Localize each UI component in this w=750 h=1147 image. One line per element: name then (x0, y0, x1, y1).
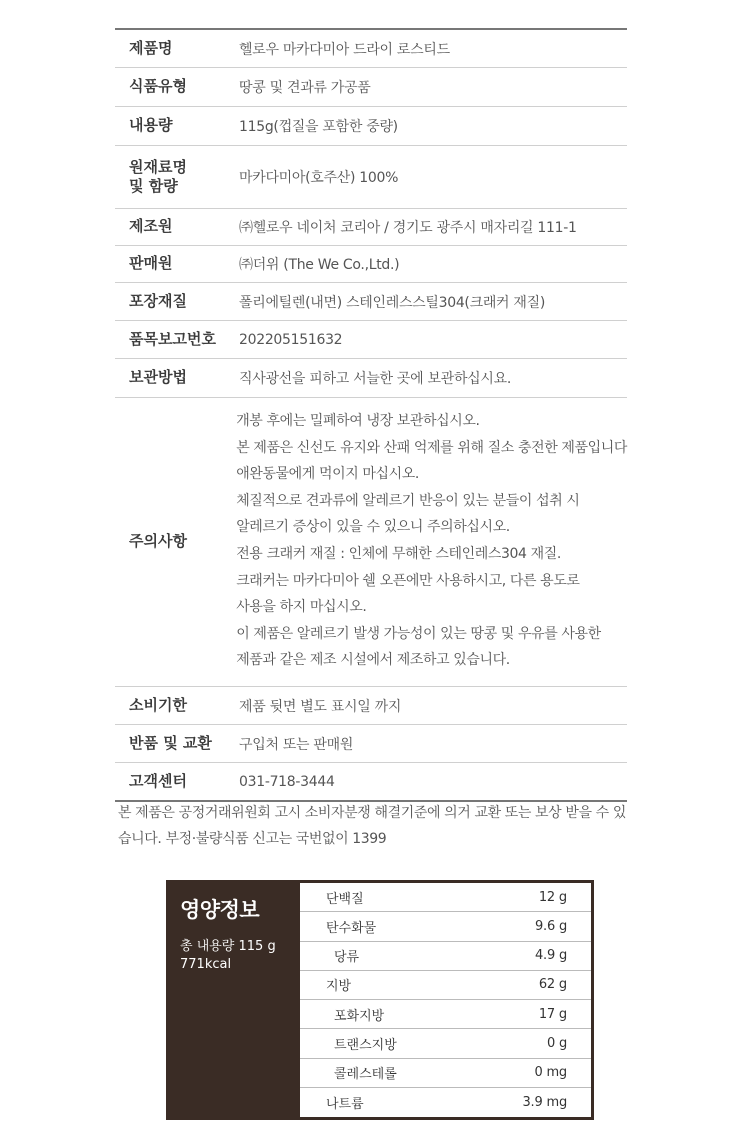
info-row-customer-center (115, 763, 627, 800)
nutrition-summary (166, 880, 300, 1120)
nutrient-name: 당류 (334, 950, 360, 966)
caution-line: 크래커는 마카다미아 쉘 오픈에만 사용하시고, 다른 용도로 (236, 572, 580, 589)
nutrition-row-sodium (300, 1088, 591, 1117)
info-row-expiry (115, 687, 627, 725)
info-value: 폴리에틸렌(내면) 스테인레스스틸304(크래커 재질) (239, 294, 546, 311)
info-row-cautions (115, 398, 627, 687)
info-label: 제품명 (129, 38, 173, 57)
info-row-returns (115, 725, 627, 763)
caution-line: 이 제품은 알레르기 발생 가능성이 있는 땅콩 및 우유를 사용한 (236, 625, 601, 642)
info-label: 판매원 (129, 254, 173, 273)
nutrition-total-amount: 총 내용량 115 g (180, 939, 276, 954)
nutrient-name: 지방 (326, 979, 352, 995)
info-value: 직사광선을 피하고 서늘한 곳에 보관하십시요. (239, 371, 512, 387)
info-value: ㈜헬로우 네이처 코리아 / 경기도 광주시 매자리길 111-1 (239, 220, 577, 236)
caution-line: 애완동물에게 먹이지 마십시오. (236, 466, 419, 483)
nutrient-value: 62 g (538, 977, 567, 993)
info-row-manufacturer (115, 209, 627, 246)
info-value: 헬로우 마카다미아 드라이 로스티드 (239, 41, 450, 58)
caution-line: 개봉 후에는 밀폐하여 냉장 보관하십시오. (236, 413, 480, 429)
nutrient-name: 탄수화물 (326, 920, 377, 936)
info-label: 식품유형 (129, 77, 187, 96)
nutrient-name: 포화지방 (334, 1008, 385, 1024)
info-value: 땅콩 및 견과류 가공품 (239, 80, 371, 96)
info-value: 구입처 또는 판매원 (239, 736, 354, 753)
nutrient-value: 12 g (538, 889, 567, 905)
nutrient-name: 트랜스지방 (334, 1037, 397, 1053)
info-row-storage (115, 359, 627, 398)
nutrition-row-cholesterol (300, 1059, 591, 1088)
nutrition-facts-panel (166, 880, 594, 1120)
nutrition-total-kcal: 771kcal (180, 957, 232, 972)
info-row-food-type (115, 68, 627, 107)
nutrition-title: 영양정보 (180, 898, 260, 922)
nutrient-name: 콜레스테롤 (334, 1067, 397, 1083)
nutrient-value: 3.9 mg (522, 1094, 567, 1110)
nutrient-name: 나트륨 (326, 1096, 364, 1112)
info-row-report-number (115, 321, 627, 359)
info-label: 주의사항 (129, 532, 187, 551)
info-row-packaging (115, 283, 627, 321)
info-value: 202205151632 (239, 331, 343, 348)
nutrient-value: 9.6 g (534, 918, 567, 934)
info-label: 원재료명 및 함량 (129, 157, 187, 195)
caution-line: 제품과 같은 제조 시설에서 제조하고 있습니다. (236, 652, 510, 669)
info-label: 고객센터 (129, 771, 187, 790)
info-row-ingredients (115, 146, 627, 209)
caution-list (224, 398, 627, 686)
nutrition-row-fat (300, 971, 591, 1000)
caution-line: 알레르기 증상이 있을 수 있으니 주의하십시오. (236, 519, 510, 536)
nutrition-row-protein (300, 883, 591, 912)
info-value: ㈜더위 (The We Co.,Ltd.) (239, 257, 400, 273)
nutrition-row-saturated-fat (300, 1000, 591, 1029)
caution-line: 체질적으로 견과류에 알레르기 반응이 있는 분들이 섭취 시 (236, 492, 580, 509)
info-value: 제품 뒷면 별도 표시일 까지 (239, 698, 402, 715)
nutrient-value: 17 g (538, 1006, 567, 1022)
info-label: 내용량 (129, 116, 173, 135)
info-label: 제조원 (129, 217, 173, 236)
nutrient-value: 4.9 g (534, 948, 567, 964)
info-value: 115g(껍질을 포함한 중량) (239, 119, 398, 135)
nutrition-row-carbohydrate (300, 912, 591, 941)
nutrient-value: 0 mg (534, 1065, 567, 1081)
info-value: 마카다미아(호주산) 100% (239, 170, 399, 186)
nutrition-row-sugars (300, 942, 591, 971)
nutrition-row-trans-fat (300, 1029, 591, 1058)
info-label: 보관방법 (129, 368, 187, 387)
consumer-notice: 본 제품은 공정거래위원회 고시 소비자분쟁 해결기준에 의거 교환 또는 보상 받을 수 있습니다. 부정·불량식품 신고는 국번없이 1399 (118, 805, 626, 847)
info-row-net-weight (115, 107, 627, 146)
caution-line: 전용 크래커 재질 : 인체에 무해한 스테인레스304 재질. (236, 545, 561, 562)
caution-line: 본 제품은 신선도 유지와 산패 억제를 위해 질소 충전한 제품입니다 (236, 439, 627, 456)
nutrient-name: 단백질 (326, 891, 364, 907)
info-label: 포장재질 (129, 291, 187, 310)
info-value: 031-718-3444 (239, 773, 335, 790)
nutrient-value: 0 g (546, 1035, 567, 1051)
info-label: 소비기한 (129, 695, 187, 714)
nutrition-table (300, 883, 591, 1117)
info-label: 반품 및 교환 (129, 733, 212, 752)
info-row-seller (115, 246, 627, 283)
info-row-product-name (115, 30, 627, 68)
info-label: 품목보고번호 (129, 329, 216, 348)
caution-line: 사용을 하지 마십시오. (236, 599, 367, 616)
product-info-table (115, 28, 627, 802)
